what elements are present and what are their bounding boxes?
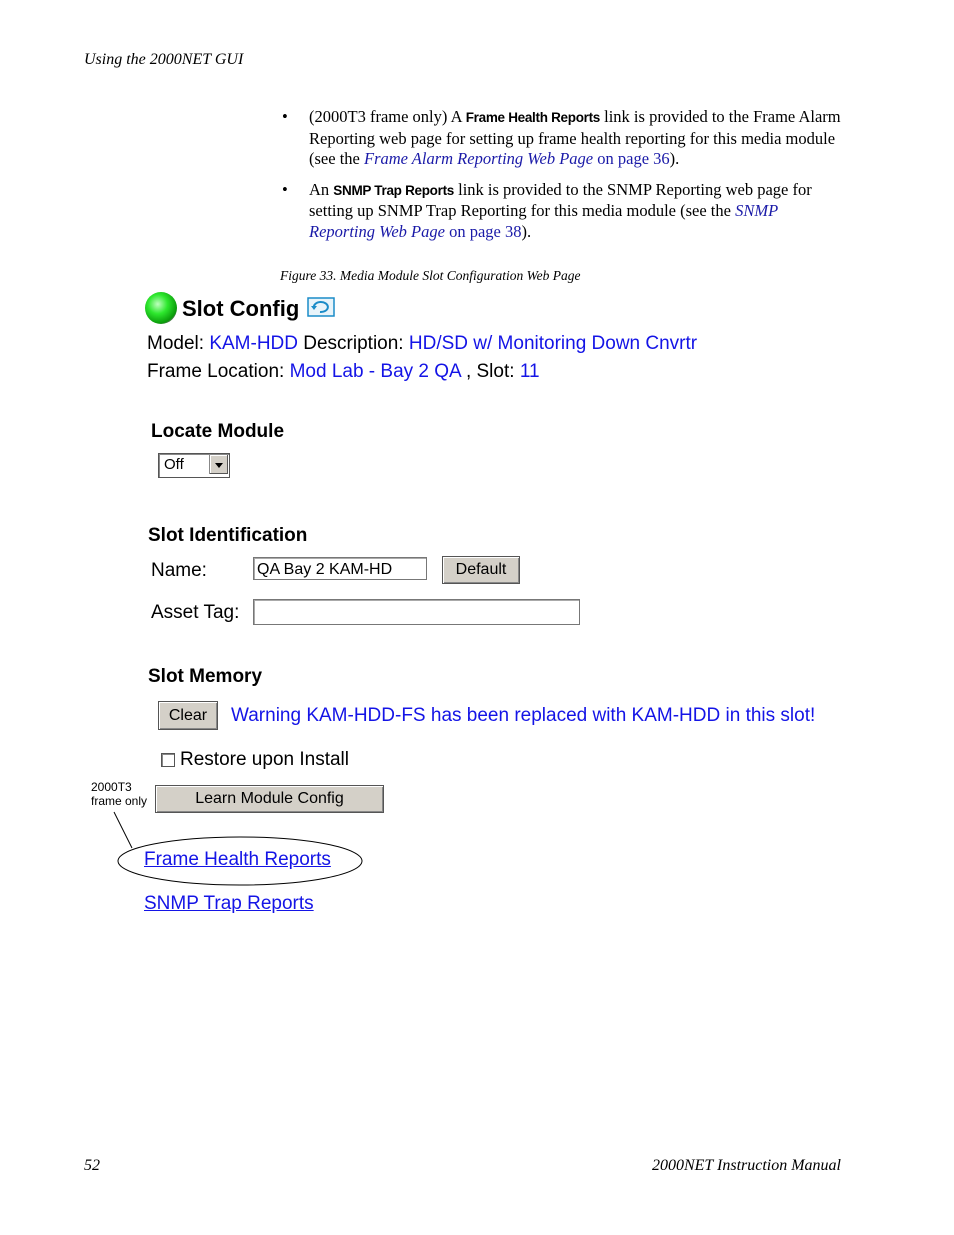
callout-note-line: frame only bbox=[91, 794, 148, 808]
model-value: KAM-HDD bbox=[209, 333, 298, 354]
bullet-item-frame-health bbox=[282, 107, 842, 170]
bullet-text: An bbox=[309, 179, 334, 199]
running-footer: 2000NET Instruction Manual bbox=[651, 1157, 841, 1174]
bullet-text: ). bbox=[669, 149, 680, 168]
restore-checkbox[interactable] bbox=[161, 753, 175, 767]
warning-message: Warning KAM-HDD-FS has been replaced with KAM-HDD in this slot! bbox=[231, 705, 816, 726]
select-value: Off bbox=[164, 456, 184, 473]
callout-note bbox=[91, 780, 147, 808]
description-label: Description: bbox=[303, 333, 404, 354]
bullet-icon: • bbox=[282, 107, 288, 126]
running-header: Using the 2000NET GUI bbox=[84, 51, 244, 68]
asset-tag-input[interactable] bbox=[253, 599, 580, 625]
bullet-icon: • bbox=[282, 179, 288, 199]
status-led-icon bbox=[145, 292, 177, 324]
term-frame-health: Frame Health Reports bbox=[465, 110, 601, 125]
frame-location-value: Mod Lab - Bay 2 QA bbox=[289, 361, 461, 382]
clear-button[interactable]: Clear bbox=[158, 701, 218, 730]
bullet-text: (2000T3 frame only) A bbox=[309, 107, 466, 126]
page-number: 52 bbox=[84, 1157, 100, 1174]
name-input[interactable]: QA Bay 2 KAM-HD bbox=[253, 557, 427, 580]
locate-module-select[interactable] bbox=[158, 453, 230, 478]
asset-tag-label: Asset Tag: bbox=[151, 602, 240, 623]
page-title: Slot Config bbox=[182, 296, 300, 321]
refresh-icon[interactable] bbox=[307, 297, 335, 317]
description-value: HD/SD w/ Monitoring Down Cnvrtr bbox=[408, 333, 698, 354]
xref-page[interactable]: on page 38 bbox=[444, 221, 522, 241]
figure-caption: Figure 33. Media Module Slot Configuration Web Page bbox=[280, 268, 581, 283]
slot-label: , Slot: bbox=[465, 361, 515, 382]
term-snmp-trap: SNMP Trap Reports bbox=[333, 182, 454, 198]
bullet-text: link is provided to the SNMP Reporting web page for setting up SNMP Trap Reporting for this media module (see the bbox=[309, 179, 812, 220]
snmp-trap-reports-link[interactable]: SNMP Trap Reports bbox=[144, 893, 314, 914]
slot-memory-heading: Slot Memory bbox=[148, 666, 263, 687]
bullet-list bbox=[282, 107, 842, 252]
xref-frame-alarm[interactable]: Frame Alarm Reporting Web Page bbox=[363, 149, 594, 168]
model-label: Model: bbox=[147, 333, 205, 354]
bullet-item-snmp bbox=[282, 180, 842, 243]
locate-module-heading: Locate Module bbox=[151, 421, 285, 442]
bullet-text: ). bbox=[521, 221, 532, 241]
slot-identification-heading: Slot Identification bbox=[148, 525, 308, 546]
restore-label: Restore upon Install bbox=[180, 749, 349, 770]
xref-snmp-reporting[interactable]: SNMP Reporting Web Page bbox=[309, 201, 778, 241]
learn-module-config-button[interactable]: Learn Module Config bbox=[155, 785, 384, 813]
bullet-text: link is provided to the Frame Alarm Reporting web page for setting up frame health reporting for this media module (see the bbox=[309, 107, 841, 168]
callout-leader-line bbox=[114, 812, 132, 848]
callout-note-line: 2000T3 bbox=[91, 780, 132, 794]
slot-value: 11 bbox=[519, 361, 540, 382]
name-label: Name: bbox=[151, 560, 207, 581]
default-button[interactable]: Default bbox=[442, 556, 520, 584]
frame-location-line bbox=[147, 361, 540, 383]
xref-page[interactable]: on page 36 bbox=[593, 149, 670, 168]
frame-location-label: Frame Location: bbox=[147, 361, 285, 382]
dropdown-arrow-icon[interactable] bbox=[209, 455, 228, 474]
frame-health-reports-link[interactable]: Frame Health Reports bbox=[144, 849, 331, 870]
model-line bbox=[147, 333, 697, 355]
